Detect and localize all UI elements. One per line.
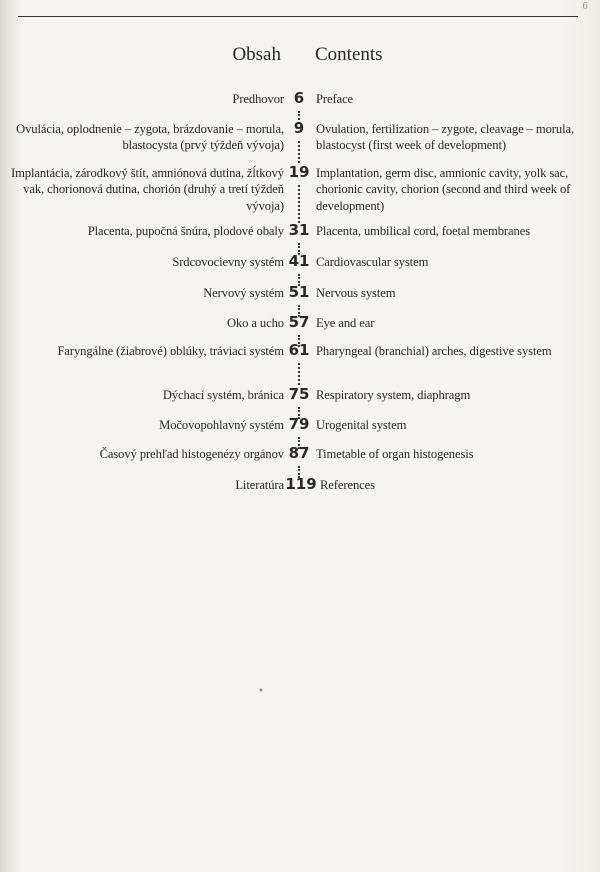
toc-entry-page: 61 <box>288 341 310 359</box>
toc-entry-english: Preface <box>316 92 354 106</box>
toc-entry <box>0 477 600 497</box>
toc-entry <box>0 285 600 307</box>
toc-entry-slovak: Močovopohlavný systém <box>159 418 284 432</box>
toc-entry-english: Eye and ear <box>316 316 375 330</box>
toc-entry <box>0 446 600 468</box>
toc-entry-english: Cardiovascular system <box>316 255 429 269</box>
toc-entry-slovak: Časový prehľad histogenézy orgánov <box>99 447 284 461</box>
toc-entry <box>0 165 600 221</box>
toc-entry-page: 6 <box>293 89 305 107</box>
toc-entry-page: 75 <box>288 385 310 403</box>
toc-entry-english: Implantation, germ disc, amnionic cavity, yolk sac, chorionic cavity, chorion (second and third week of development) <box>316 166 571 213</box>
toc-entry <box>0 343 600 383</box>
toc-entry-slovak: Dýchací systém, bránica <box>162 388 284 402</box>
toc-entry-slovak: Oko a ucho <box>226 316 284 330</box>
toc-entry-slovak: Ovulácia, oplodnenie – zygota, brázdovanie – morula, blastocysta (prvý týždeň vývoja) <box>16 122 284 153</box>
heading-english: Contents <box>315 44 383 65</box>
toc-entry-page: 79 <box>288 415 310 433</box>
toc-entry-english: Pharyngeal (branchial) arches, digestive system <box>316 344 552 358</box>
toc-entry <box>0 254 600 276</box>
heading-slovak: Obsah <box>232 44 281 65</box>
toc-entry-page: 119 <box>285 475 317 493</box>
toc-entry <box>0 387 600 409</box>
dotted-leader <box>298 141 302 163</box>
dotted-leader <box>298 363 302 385</box>
toc-entry-slovak: Placenta, pupočná šnúra, plodové obaly <box>87 224 284 238</box>
toc-entry-slovak: Implantácia, zárodkový štít, amniónová dutina, žĺtkový vak, chorionová dutina, chorión (druhý a tretí týždeň vývoja) <box>11 166 284 213</box>
toc-entry <box>0 315 600 337</box>
toc-entry <box>0 223 600 245</box>
toc-entry-page: 31 <box>288 221 310 239</box>
contents-headings <box>0 44 600 74</box>
toc-entry-slovak: Srdcovocievny systém <box>172 255 284 269</box>
toc-entry-page: 9 <box>293 119 305 137</box>
toc-entry-english: Ovulation, fertilization – zygote, cleavage – morula, blastocyst (first week of development) <box>316 122 575 153</box>
page-corner-mark: 6 <box>582 2 588 12</box>
toc-entry-slovak: Faryngálne (žiabrové) oblúky, tráviaci systém <box>57 344 284 358</box>
toc-entry-english: References <box>320 478 375 492</box>
page-smudge: • <box>258 686 264 697</box>
toc-entry-english: Placenta, umbilical cord, foetal membranes <box>316 224 531 238</box>
toc-entry-page: 87 <box>288 444 310 462</box>
dotted-leader <box>298 185 302 223</box>
toc-entry-slovak: Predhovor <box>232 92 284 106</box>
toc-entry <box>0 121 600 161</box>
toc-entry-english: Nervous system <box>316 286 396 300</box>
toc-entry-page: 41 <box>288 252 310 270</box>
toc-entry <box>0 91 600 111</box>
toc-entry-slovak: Nervový systém <box>203 286 284 300</box>
toc-entry-page: 51 <box>288 283 310 301</box>
toc-entry-english: Respiratory system, diaphragm <box>316 388 471 402</box>
toc-entry-page: 57 <box>288 313 310 331</box>
toc-entry-page: 19 <box>288 163 310 181</box>
top-rule <box>18 16 578 17</box>
toc-entry-slovak: Literatúra <box>235 478 284 492</box>
toc-entry <box>0 417 600 439</box>
toc-entry-english: Urogenital system <box>316 418 407 432</box>
toc-entry-english: Timetable of organ histogenesis <box>316 447 474 461</box>
